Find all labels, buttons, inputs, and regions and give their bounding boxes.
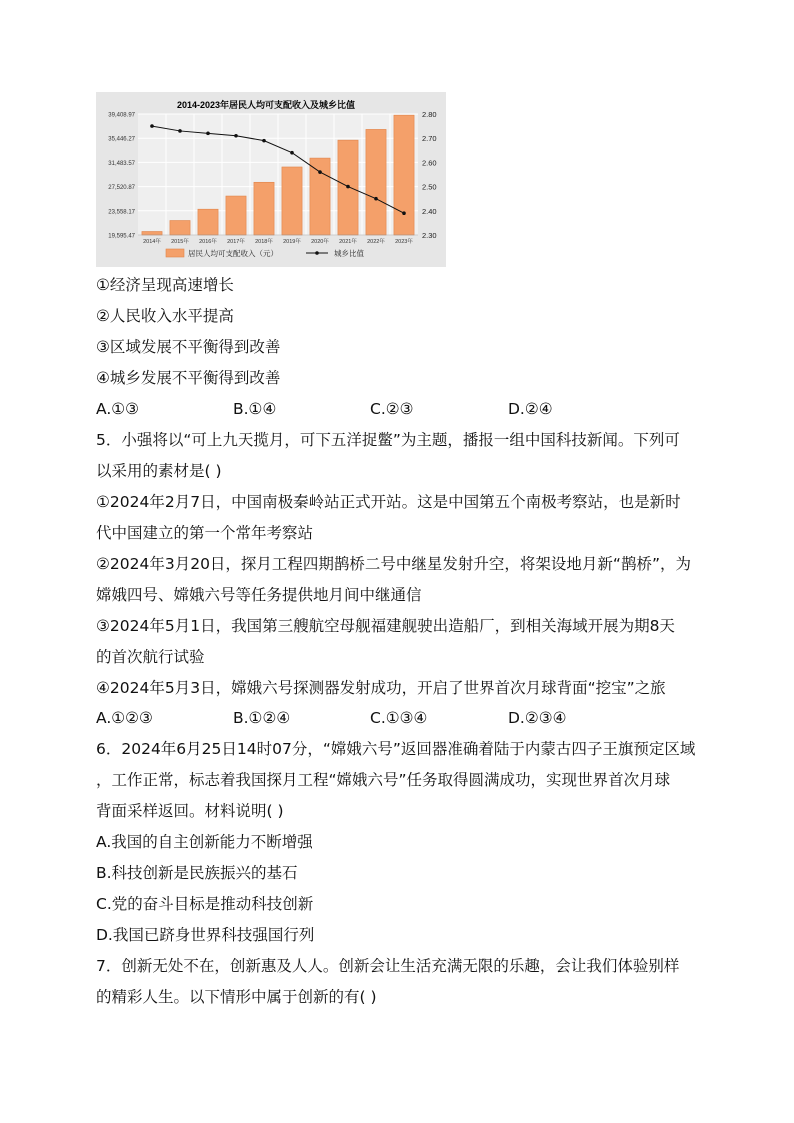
q4-choice-3: ③区域发展不平衡得到改善 <box>96 338 281 356</box>
q5-option-c[interactable]: C.①③④ <box>370 709 428 727</box>
x-tick-label: 2016年 <box>199 239 217 245</box>
legend-line-marker <box>315 251 319 255</box>
q4-option-a[interactable]: A.①③ <box>96 400 140 418</box>
q5-option-d[interactable]: D.②③④ <box>508 709 567 727</box>
income-bar <box>142 232 162 235</box>
q4-choice-2: ②人民收入水平提高 <box>96 307 234 325</box>
ratio-point <box>346 185 350 189</box>
left-tick-label: 39,408.97 <box>108 112 135 119</box>
ratio-point <box>374 197 378 201</box>
q4-option-d[interactable]: D.②④ <box>508 400 553 418</box>
income-bar <box>366 129 386 235</box>
x-tick-label: 2022年 <box>367 239 385 245</box>
left-tick-label: 31,483.57 <box>108 160 135 167</box>
q5-stem-line2: 以采用的素材是( ) <box>96 462 222 480</box>
ratio-point <box>262 139 266 143</box>
ratio-point <box>206 132 210 136</box>
legend-bar-swatch <box>166 249 184 257</box>
q6-stem-line1: 6．2024年6月25日14时07分，“嫦娥六号”返回器准确着陆于内蒙古四子王旗预定区域 <box>96 740 696 758</box>
q5-item2-line1: ②2024年3月20日，探月工程四期鹊桥二号中继星发射升空，将架设地月新“鹊桥”，为 <box>96 555 691 573</box>
q7-stem-line2: 的精彩人生。以下情形中属于创新的有( ) <box>96 988 377 1006</box>
ratio-point <box>234 134 238 138</box>
chart-legend <box>166 248 364 258</box>
q5-option-b[interactable]: B.①②④ <box>233 709 291 727</box>
income-bar <box>170 221 190 235</box>
chart-svg <box>96 92 446 267</box>
ratio-point <box>402 211 406 215</box>
q7-stem-line1: 7．创新无处不在，创新惠及人人。创新会让生活充满无限的乐趣，会让我们体验别样 <box>96 957 680 975</box>
x-tick-label: 2020年 <box>311 239 329 245</box>
x-tick-label: 2015年 <box>171 239 189 245</box>
right-tick-label: 2.70 <box>422 134 437 144</box>
right-tick-label: 2.60 <box>422 158 437 168</box>
q6-option-b[interactable]: B.科技创新是民族振兴的基石 <box>96 864 298 882</box>
q6-stem-line3: 背面采样返回。材料说明( ) <box>96 802 284 820</box>
q6-option-c[interactable]: C.党的奋斗目标是推动科技创新 <box>96 895 314 913</box>
right-tick-label: 2.30 <box>422 231 437 240</box>
q5-item1-line2: 代中国建立的第一个常年考察站 <box>96 524 314 542</box>
income-bar <box>310 158 330 235</box>
q4-option-c[interactable]: C.②③ <box>370 400 414 418</box>
legend-bar-label: 居民人均可支配收入（元） <box>188 249 278 258</box>
x-tick-label: 2018年 <box>255 239 273 245</box>
right-tick-label: 2.50 <box>422 182 437 192</box>
income-bar <box>254 182 274 235</box>
x-tick-label: 2023年 <box>395 239 413 245</box>
left-tick-label: 35,446.27 <box>108 136 135 143</box>
income-bar <box>226 196 246 235</box>
q5-options <box>96 708 696 728</box>
q5-item4: ④2024年5月3日，嫦娥六号探测器发射成功，开启了世界首次月球背面“挖宝”之旅 <box>96 679 666 697</box>
q5-item3-line1: ③2024年5月1日，我国第三艘航空母舰福建舰驶出造船厂，到相关海域开展为期8天 <box>96 617 675 635</box>
x-tick-label: 2019年 <box>283 239 301 245</box>
right-tick-label: 2.80 <box>422 110 437 119</box>
left-tick-label: 19,595.47 <box>108 233 135 240</box>
legend-line-label: 城乡比值 <box>334 249 364 258</box>
left-tick-label: 27,520.87 <box>108 185 135 192</box>
x-tick-label: 2014年 <box>143 239 161 245</box>
q5-stem-line1: 5．小强将以“可上九天揽月，可下五洋捉鳖”为主题，播报一组中国科技新闻。下列可 <box>96 431 680 449</box>
income-bar <box>394 115 414 235</box>
ratio-point <box>290 151 294 155</box>
q4-choice-4: ④城乡发展不平衡得到改善 <box>96 369 281 387</box>
q4-choice-1: ①经济呈现高速增长 <box>96 276 234 294</box>
q6-option-a[interactable]: A.我国的自主创新能力不断增强 <box>96 833 313 851</box>
q6-stem-line2: ，工作正常，标志着我国探月工程“嫦娥六号”任务取得圆满成功，实现世界首次月球 <box>96 771 671 789</box>
q4-options <box>96 399 696 419</box>
q5-item3-line2: 的首次航行试验 <box>96 648 205 666</box>
q6-option-d[interactable]: D.我国已跻身世界科技强国行列 <box>96 926 315 944</box>
q4-option-b[interactable]: B.①④ <box>233 400 277 418</box>
income-bar <box>282 167 302 235</box>
income-bar <box>198 209 218 235</box>
right-tick-label: 2.40 <box>422 206 437 216</box>
q5-item1-line1: ①2024年2月7日，中国南极秦岭站正式开站。这是中国第五个南极考察站，也是新时 <box>96 493 681 511</box>
chart-title: 2014-2023年居民人均可支配收入及城乡比值 <box>176 100 356 110</box>
q5-option-a[interactable]: A.①②③ <box>96 709 153 727</box>
x-tick-label: 2021年 <box>339 239 357 245</box>
x-tick-label: 2017年 <box>227 239 245 245</box>
ratio-point <box>178 129 182 133</box>
ratio-point <box>318 170 322 174</box>
left-tick-label: 23,558.17 <box>108 209 135 216</box>
income-ratio-chart <box>96 92 446 267</box>
ratio-point <box>150 124 154 128</box>
q5-item2-line2: 嫦娥四号、嫦娥六号等任务提供地月间中继通信 <box>96 586 422 604</box>
